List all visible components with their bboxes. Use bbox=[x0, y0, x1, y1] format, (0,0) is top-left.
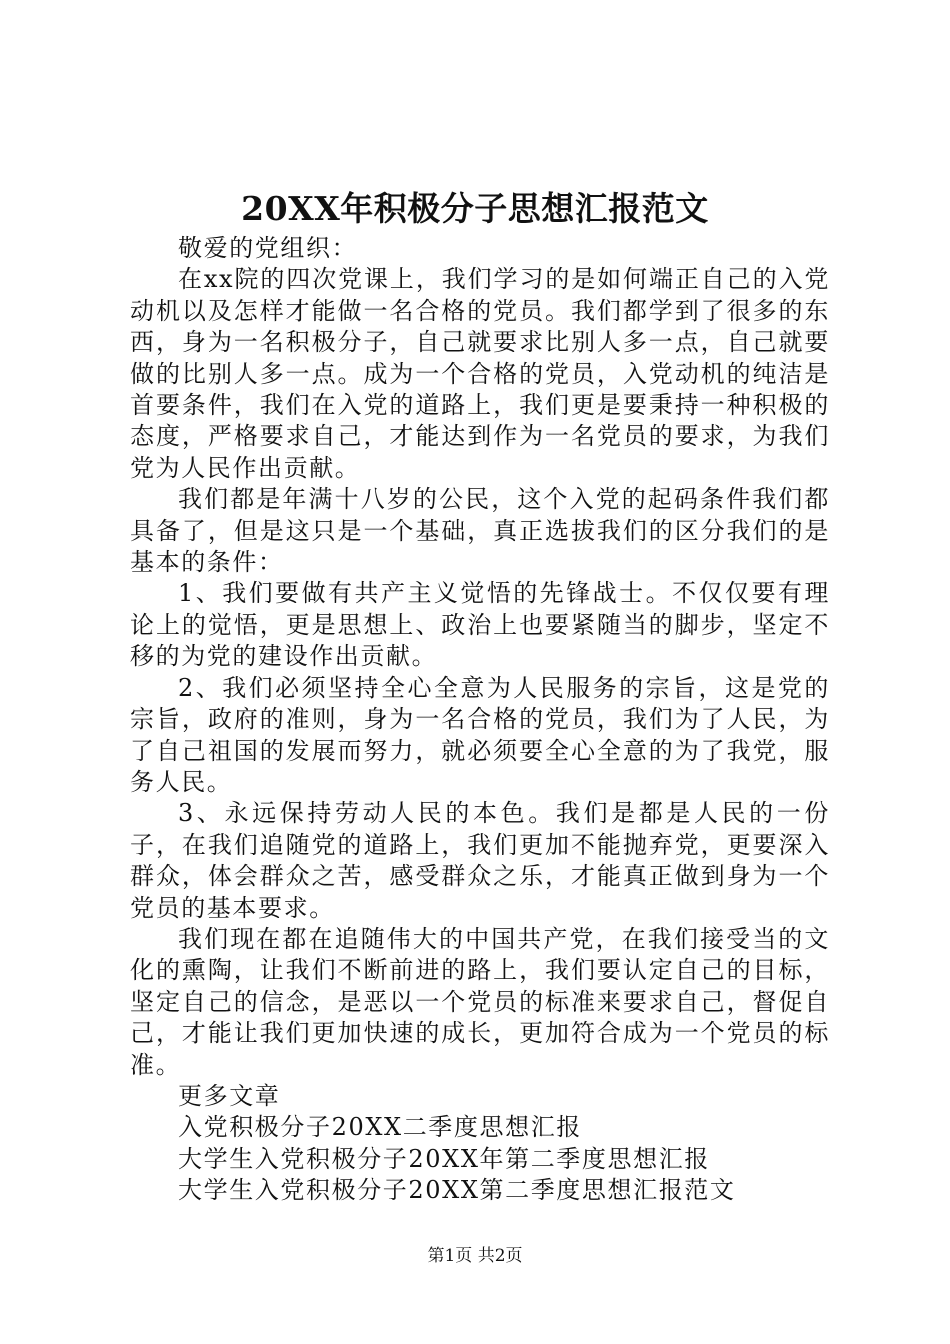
more-articles-list bbox=[130, 1112, 830, 1206]
paragraph: 2、我们必须坚持全心全意为人民服务的宗旨，这是党的宗旨，政府的准则，身为一名合格的党员，我们为了人民，为了自己祖国的发展而努力，就必须要全心全意的为了我党，服务人民。 bbox=[130, 673, 830, 796]
page-footer: 第1页 共2页 bbox=[427, 1246, 523, 1266]
paragraph: 1、我们要做有共产主义觉悟的先锋战士。不仅仅要有理论上的觉悟，更是思想上、政治上也要紧随当的脚步，坚定不移的为党的建设作出贡献。 bbox=[130, 579, 830, 671]
paragraph: 我们现在都在追随伟大的中国共产党，在我们接受当的文化的熏陶，让我们不断前进的路上，我们要认定自己的目标，坚定自己的信念，是恶以一个党员的标准来要求自己，督促自己，才能让我们更加快速的成长，更加符合成为一个党员的标准。 bbox=[130, 924, 830, 1079]
more-article-link[interactable]: 入党积极分子20XX二季度思想汇报 bbox=[178, 1113, 582, 1142]
document-body bbox=[130, 233, 830, 1207]
paragraph: 在xx院的四次党课上，我们学习的是如何端正自己的入党动机以及怎样才能做一名合格的党员。我们都学到了很多的东西，身为一名积极分子，自己就要求比别人多一点，自己就要做的比别人多一点。成为一个合格的党员，入党动机的纯洁是首要条件，我们在入党的道路上，我们更是要秉持一种积极的态度，严格要求自己，才能达到作为一名党员的要求，为我们党为人民作出贡献。 bbox=[130, 265, 830, 482]
more-articles-label: 更多文章 bbox=[178, 1081, 281, 1110]
more-article-link[interactable]: 大学生入党积极分子20XX年第二季度思想汇报 bbox=[178, 1144, 710, 1173]
salutation: 敬爱的党组织： bbox=[178, 234, 358, 262]
paragraph: 我们都是年满十八岁的公民，这个入党的起码条件我们都具备了，但是这只是一个基础，真正选拔我们的区分我们的是基本的条件： bbox=[130, 485, 830, 577]
document-title: 20XX年积极分子思想汇报范文 bbox=[241, 189, 709, 228]
paragraph: 3、永远保持劳动人民的本色。我们是都是人民的一份子，在我们追随党的道路上，我们更加不能抛弃党，更要深入群众，体会群众之苦，感受群众之乐，才能真正做到身为一个党员的基本要求。 bbox=[130, 799, 830, 922]
more-article-link[interactable]: 大学生入党积极分子20XX第二季度思想汇报范文 bbox=[178, 1176, 736, 1205]
